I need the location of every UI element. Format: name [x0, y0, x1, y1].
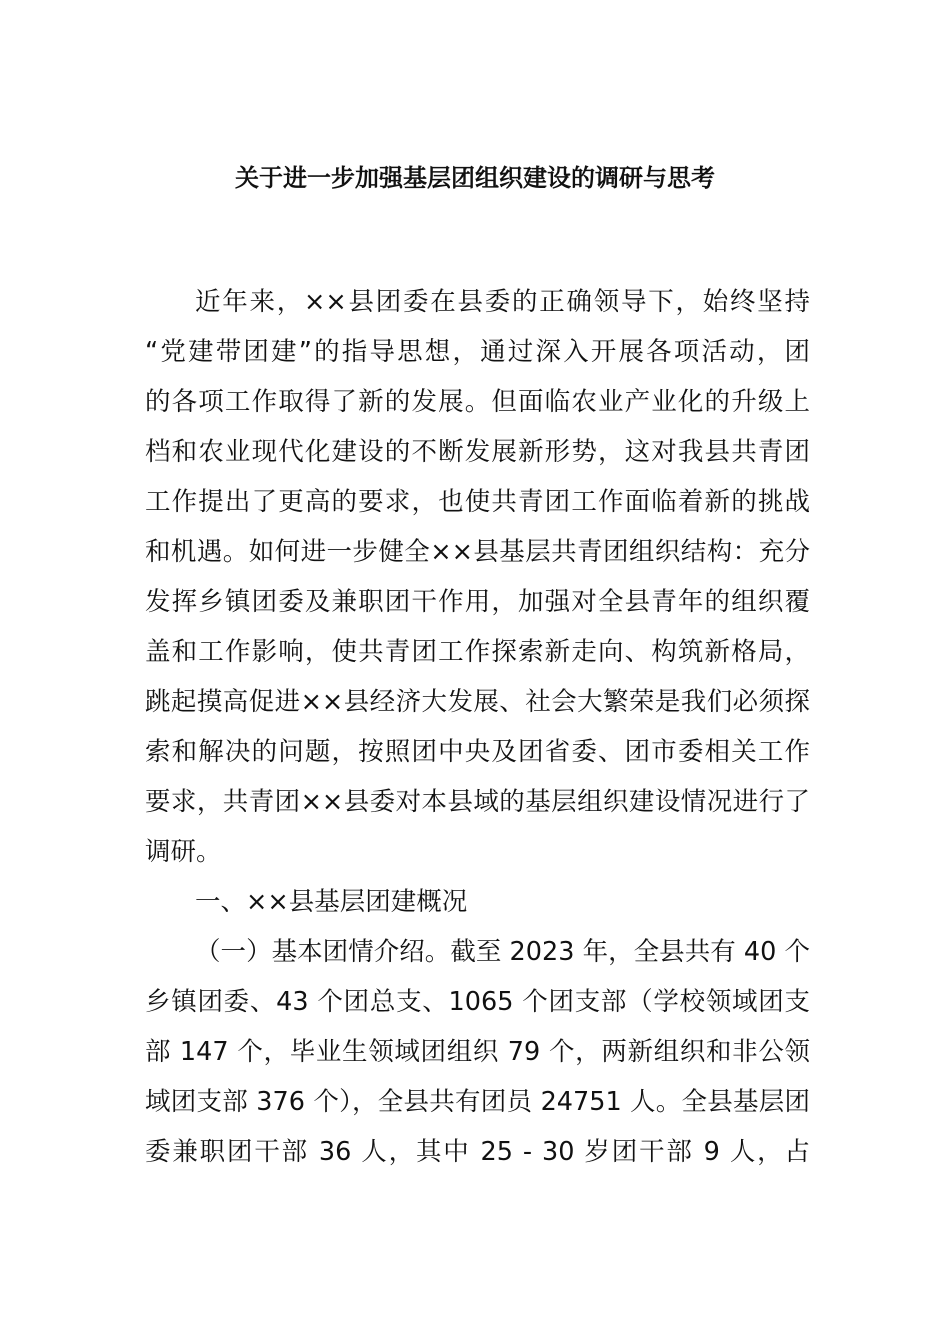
paragraph-line: （一）基本团情介绍。截至 2023 年，全县共有 40 个: [195, 937, 810, 967]
paragraph-line: 跳起摸高促进××县经济大发展、社会大繁荣是我们必须探: [145, 687, 810, 717]
paragraph-line: “党建带团建”的指导思想，通过深入开展各项活动，团: [145, 337, 810, 367]
paragraph-line: 工作提出了更高的要求，也使共青团工作面临着新的挑战: [145, 487, 810, 517]
paragraph-line: 域团支部 376 个），全县共有团员 24751 人。全县基层团: [145, 1087, 810, 1117]
paragraph-line: 和机遇。如何进一步健全××县基层共青团组织结构：充分: [145, 537, 810, 567]
paragraph-line: 盖和工作影响，使共青团工作探索新走向、构筑新格局，: [145, 637, 810, 667]
paragraph-line: 发挥乡镇团委及兼职团干作用，加强对全县青年的组织覆: [145, 587, 810, 617]
paragraph-line: 调研。: [145, 837, 222, 867]
paragraph-line: 部 147 个，毕业生领域团组织 79 个，两新组织和非公领: [145, 1037, 810, 1067]
paragraph-line: 的各项工作取得了新的发展。但面临农业产业化的升级上: [145, 387, 810, 417]
paragraph-line: 乡镇团委、43 个团总支、1065 个团支部（学校领域团支: [145, 987, 810, 1017]
paragraph-line: 索和解决的问题，按照团中央及团省委、团市委相关工作: [145, 737, 810, 767]
paragraph-line: 委兼职团干部 36 人，其中 25 - 30 岁团干部 9 人，占: [145, 1137, 810, 1167]
paragraph-line: 近年来，××县团委在县委的正确领导下，始终坚持: [195, 287, 810, 317]
paragraph-line: 档和农业现代化建设的不断发展新形势，这对我县共青团: [145, 437, 810, 467]
document-title: 关于进一步加强基层团组织建设的调研与思考: [235, 164, 715, 192]
paragraph-line: 要求，共青团××县委对本县域的基层组织建设情况进行了: [145, 787, 810, 817]
section-heading: 一、××县基层团建概况: [195, 887, 468, 917]
